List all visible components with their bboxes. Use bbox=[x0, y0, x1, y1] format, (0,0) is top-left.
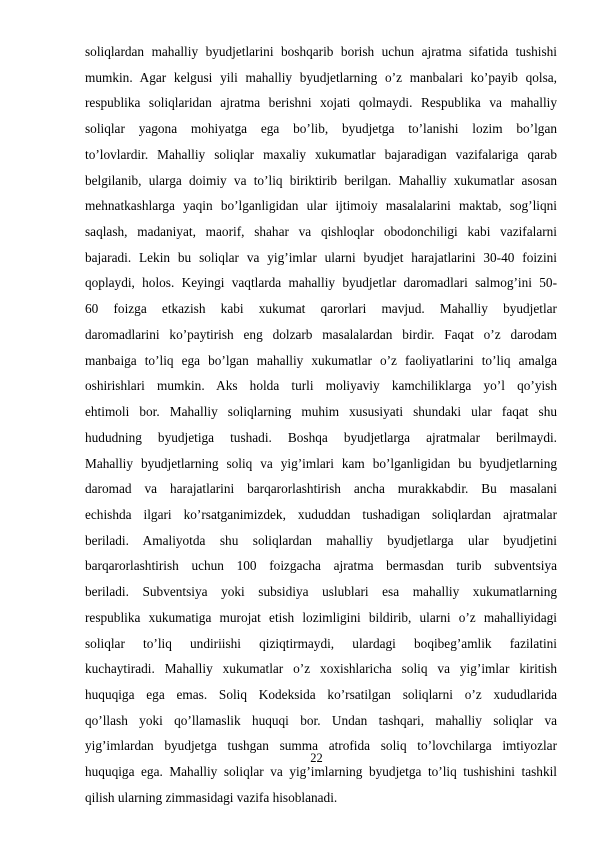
text-line: saqlash, madaniyat, maorif, shahar va qishloqlar obodonchiligi kabi vazifalarni bbox=[85, 224, 557, 240]
text-line: qilish ularning zimmasidagi vazifa hisoblanadi. bbox=[85, 789, 338, 805]
text-line: daromadlarini ko’paytirish eng dolzarb masalalardan birdir. Faqat o’z darodam bbox=[85, 326, 557, 342]
text-line: bajaradi. Lekin bu soliqlar va yig’imlar ularni byudjet harajatlarini 30-40 foizini bbox=[85, 249, 557, 265]
text-line: huquqiga ega. Mahalliy soliqlar va yig’imlarning byudjetga to’liq tushishini tashkil bbox=[85, 764, 557, 780]
text-line: belgilanib, ularga doimiy va to’liq biriktirib berilgan. Mahalliy xukumatlar asosan bbox=[85, 172, 557, 188]
text-line: hududning byudjetiga tushadi. Boshqa byudjetlarga ajratmalar berilmaydi. bbox=[85, 429, 557, 445]
text-line: daromad va harajatlarini barqarorlashtirish ancha murakkabdir. Bu masalani bbox=[85, 481, 557, 497]
text-line: ehtimoli bor. Mahalliy soliqlarning muhim xususiyati shundaki ular faqat shu bbox=[85, 404, 557, 420]
text-line: soliqlar yagona mohiyatga ega bo’lib, byudjetga to’lanishi lozim bo’lgan bbox=[85, 121, 557, 137]
text-line: soliqlar to’liq undiriishi qiziqtirmaydi, ulardagi boqibeg’amlik fazilatini bbox=[85, 635, 557, 651]
text-line: mumkin. Agar kelgusi yili mahalliy byudjetlarning o’z manbalari ko’payib qolsa, bbox=[85, 69, 557, 85]
text-line: yig’imlardan byudjetga tushgan summa atrofida soliq to’lovchilarga imtiyozlar bbox=[85, 738, 557, 754]
text-line: echishda ilgari ko’rsatganimizdek, xududdan tushadigan soliqlardan ajratmalar bbox=[85, 506, 557, 522]
text-line: qoplaydi, holos. Keyingi vaqtlarda mahalliy byudjetlar daromadlari salmog’ini 50- bbox=[85, 275, 557, 291]
text-line: qo’llash yoki qo’llamaslik huquqi bor. Undan tashqari, mahalliy soliqlar va bbox=[85, 712, 557, 728]
text-line: kuchaytiradi. Mahalliy xukumatlar o’z xoxishlaricha soliq va yig’imlar kiritish bbox=[85, 661, 557, 677]
text-line: huquqiga ega emas. Soliq Kodeksida ko’rsatilgan soliqlarni o’z xududlarida bbox=[85, 686, 557, 702]
text-line: oshirishlari mumkin. Aks holda turli moliyaviy kamchiliklarga yo’l qo’yish bbox=[85, 378, 557, 394]
text-line: respublika xukumatiga murojat etish lozimligini bildirib, ularni o’z mahalliyidagi bbox=[85, 609, 557, 625]
text-line: to’lovlardir. Mahalliy soliqlar maxaliy xukumatlar bajaradigan vazifalariga qarab bbox=[85, 146, 557, 162]
text-line: 60 foizga etkazish kabi xukumat qarorlari mavjud. Mahalliy byudjetlar bbox=[85, 301, 557, 317]
text-line: respublika soliqlaridan ajratma berishni xojati qolmaydi. Respublika va mahalliy bbox=[85, 95, 557, 111]
page-number: 22 bbox=[310, 751, 323, 765]
text-line: mehnatkashlarga yaqin bo’lganligidan ular ijtimoiy masalalarini maktab, sog’liqni bbox=[85, 198, 557, 214]
text-line: beriladi. Amaliyotda shu soliqlardan mahalliy byudjetlarga ular byudjetini bbox=[85, 532, 557, 548]
text-line: barqarorlashtirish uchun 100 foizgacha ajratma bermasdan turib subventsiya bbox=[85, 558, 557, 574]
text-line: beriladi. Subventsiya yoki subsidiya uslublari esa mahalliy xukumatlarning bbox=[85, 584, 557, 600]
text-line: soliqlardan mahalliy byudjetlarini boshqarib borish uchun ajratma sifatida tushishi bbox=[85, 44, 557, 59]
document-body bbox=[85, 39, 557, 811]
text-line: Mahalliy byudjetlarning soliq va yig’imlari kam bo’lganligidan bu byudjetlarning bbox=[85, 455, 557, 471]
text-line: manbaiga to’liq ega bo’lgan mahalliy xukumatlar o’z faoliyatlarini to’liq amalga bbox=[85, 352, 557, 368]
